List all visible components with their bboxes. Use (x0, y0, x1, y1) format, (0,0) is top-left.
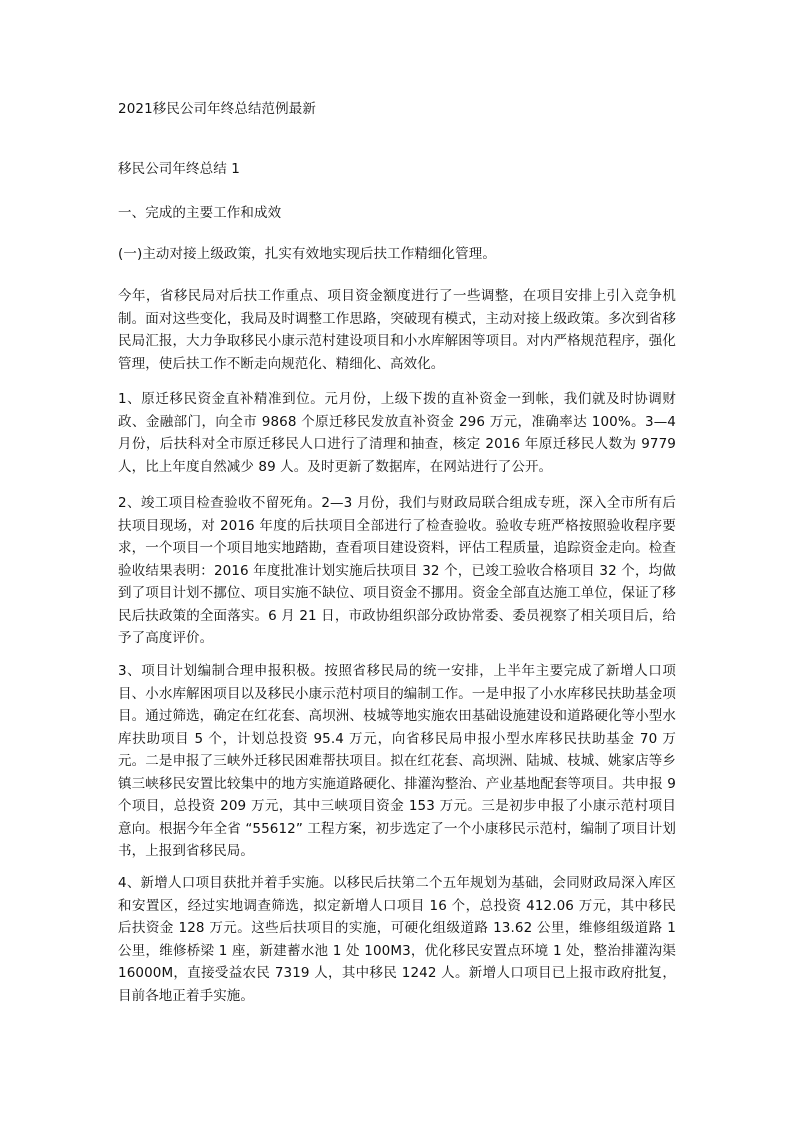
body-paragraph-1: 1、原迁移民资金直补精准到位。元月份，上级下拨的直补资金一到帐，我们就及时协调财政、金融部门，向全市 9868 个原迁移民发放直补资金 296 万元，准确率达 100%。3—4 月份，后扶科对全市原迁移民人口进行了清理和抽查，核定 2016 年原迁移民人数为 9779 人，比上年度自然减少 89 人。及时更新了数据库，在网站进行了公开。 (118, 391, 676, 475)
section-heading: 移民公司年终总结 1 (118, 161, 240, 177)
document-title: 2021移民公司年终总结范例最新 (118, 101, 316, 117)
body-paragraph-4: 4、新增人口项目获批并着手实施。以移民后扶第二个五年规划为基础，会同财政局深入库区和安置区，经过实地调查筛选，拟定新增人口项目 16 个，总投资 412.06 万元，其中移民后扶资金 128 万元。这些后扶项目的实施，可硬化组级道路 13.62 公里，维修组级道路 1 公里，维修桥梁 1 座，新建蓄水池 1 处 100M3，优化移民安置点环境 1 处，整治排灌沟渠 16000M，直接受益农民 7319 人，其中移民 1242 人。新增人口项目已上报市政府批复，目前各地正着手实施。 (118, 875, 676, 1004)
sub-heading: (一)主动对接上级政策，扎实有效地实现后扶工作精细化管理。 (118, 246, 496, 262)
part-heading: 一、完成的主要工作和成效 (118, 205, 282, 221)
body-paragraph-3: 3、项目计划编制合理申报积极。按照省移民局的统一安排，上半年主要完成了新增人口项目、小水库解困项目以及移民小康示范村项目的编制工作。一是申报了小水库移民扶助基金项目。通过筛选，确定在红花套、高坝洲、枝城等地实施农田基础设施建设和道路硬化等小型水库扶助项目 5 个，计划总投资 95.4 万元，向省移民局申报小型水库移民扶助基金 70 万元。二是申报了三峡外迁移民困难帮扶项目。拟在红花套、高坝洲、陆城、枝城、姚家店等乡镇三峡移民安置比较集中的地方实施道路硬化、排灌沟整治、产业基地配套等项目。共申报 9 个项目，总投资 209 万元，其中三峡项目资金 153 万元。三是初步申报了小康示范村项目意向。根据今年全省 “55612” 工程方案，初步选定了一个小康移民示范村，编制了项目计划书，上报到省移民局。 (118, 663, 676, 859)
body-paragraph-2: 2、竣工项目检查验收不留死角。2—3 月份，我们与财政局联合组成专班，深入全市所有后扶项目现场，对 2016 年度的后扶项目全部进行了检查验收。验收专班严格按照验收程序要求，一个项目一个项目地实地踏勘，查看项目建设资料，评估工程质量，追踪资金走向。检查验收结果表明：2016 年度批准计划实施后扶项目 32 个，已竣工验收合格项目 32 个，均做到了项目计划不挪位、项目实施不缺位、项目资金不挪用。资金全部直达施工单位，保证了移民后扶政策的全面落实。6 月 21 日，市政协组织部分政协常委、委员视察了相关项目后，给予了高度评价。 (118, 495, 676, 646)
body-paragraph-intro: 今年，省移民局对后扶工作重点、项目资金额度进行了一些调整，在项目安排上引入竞争机制。面对这些变化，我局及时调整工作思路，突破现有模式，主动对接上级政策。多次到省移民局汇报，大力争取移民小康示范村建设项目和小水库解困等项目。对内严格规范程序，强化管理，使后扶工作不断走向规范化、精细化、高效化。 (118, 288, 676, 372)
